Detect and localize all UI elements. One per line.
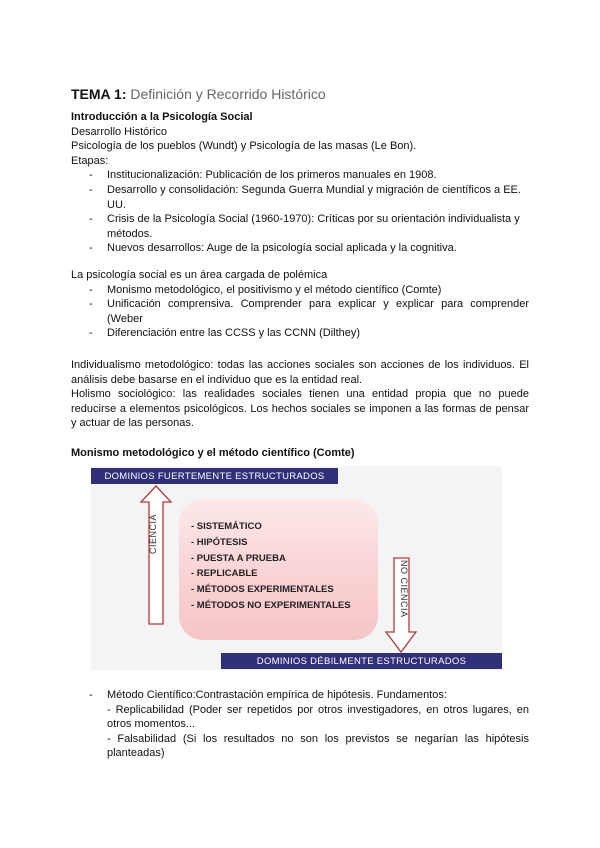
sub-item: - Replicabilidad (Poder ser repetidos por otros investigadores, en otros lugares, en otros momentos... bbox=[107, 703, 529, 731]
paragraph: Holismo sociológico: las realidades sociales tienen una entidad propia que no puede reducirse a elementos psicológicos. Los hechos sociales se imponen a las formas de pensar y actuar de las personas. bbox=[71, 388, 529, 430]
list-item: - MÉTODOS EXPERIMENTALES bbox=[191, 584, 334, 596]
list-item: - Nuevos desarrollos: Auge de la psicología social aplicada y la cognitiva. bbox=[89, 242, 457, 255]
sub-item: - Falsabilidad (Si los resultados no son los previstos se negarían las hipótesis planteadas) bbox=[107, 732, 529, 760]
list-item: - MÉTODOS NO EXPERIMENTALES bbox=[191, 599, 351, 611]
list-item: - SISTEMÁTICO bbox=[191, 521, 262, 532]
bottom-bar: DOMINIOS DÉBILMENTE ESTRUCTURADOS bbox=[221, 653, 502, 669]
list-item: - Unificación comprensiva. Comprender para explicar y explicar para comprender (Weber bbox=[89, 298, 529, 325]
top-bar: DOMINIOS FUERTEMENTE ESTRUCTURADOS bbox=[91, 468, 338, 484]
list-item: - Monismo metodológico, el positivismo y el método científico (Comte) bbox=[89, 283, 442, 296]
list-item: - Desarrollo y consolidación: Segunda Guerra Mundial y migración de científicos a EE. UU. bbox=[89, 183, 521, 211]
list-item: - REPLICABLE bbox=[191, 568, 258, 580]
title-number: TEMA 1: bbox=[71, 86, 127, 102]
method-list bbox=[191, 519, 351, 614]
paragraphs-section bbox=[71, 358, 529, 431]
polemica-section bbox=[71, 268, 529, 341]
section-heading: Monismo metodológico y el método científico (Comte) bbox=[71, 447, 355, 459]
title-text: Definición y Recorrido Histórico bbox=[130, 86, 326, 102]
list-item: - HIPÓTESIS bbox=[191, 536, 248, 548]
list-item: - PUESTA A PRUEBA bbox=[191, 552, 286, 564]
text-line: Psicología de los pueblos (Wundt) y Psicología de las masas (Le Bon). bbox=[71, 140, 417, 153]
metodo-section bbox=[71, 688, 529, 761]
list-item: - Método Científico:Contrastación empírica de hipótesis. Fundamentos: - Replicabilidad (Poder ser repetidos por otros investigadores, en otros lugares, en otros momentos... - Falsabilidad (Si los resultados no son los previstos se negarían las hipótesis planteadas) bbox=[89, 689, 529, 760]
section-heading: Introducción a la Psicología Social bbox=[71, 111, 253, 123]
text-line: Desarrollo Histórico bbox=[71, 125, 167, 138]
list-item: - Diferenciación entre las CCSS y las CCNN (Dilthey) bbox=[89, 327, 361, 340]
method-diagram bbox=[91, 466, 502, 670]
text-line: Etapas: bbox=[71, 154, 109, 167]
up-arrow-icon bbox=[141, 486, 171, 624]
text-line: La psicología social es un área cargada de polémica bbox=[71, 269, 328, 281]
list-item: - Crisis de la Psicología Social (1960-1970): Críticas por su orientación individualista y métodos. bbox=[89, 213, 520, 240]
paragraph: Individualismo metodológico: todas las acciones sociales son acciones de los individuos. El análisis debe basarse en el individuo que es la entidad real. bbox=[71, 359, 529, 386]
list-item: - Institucionalización: Publicación de los primeros manuales en 1908. bbox=[89, 169, 437, 182]
page-title bbox=[71, 86, 326, 102]
no-ciencia-label: NO CIENCIA bbox=[399, 560, 409, 618]
ciencia-label: CIENCIA bbox=[148, 513, 158, 554]
intro-section bbox=[71, 110, 529, 256]
